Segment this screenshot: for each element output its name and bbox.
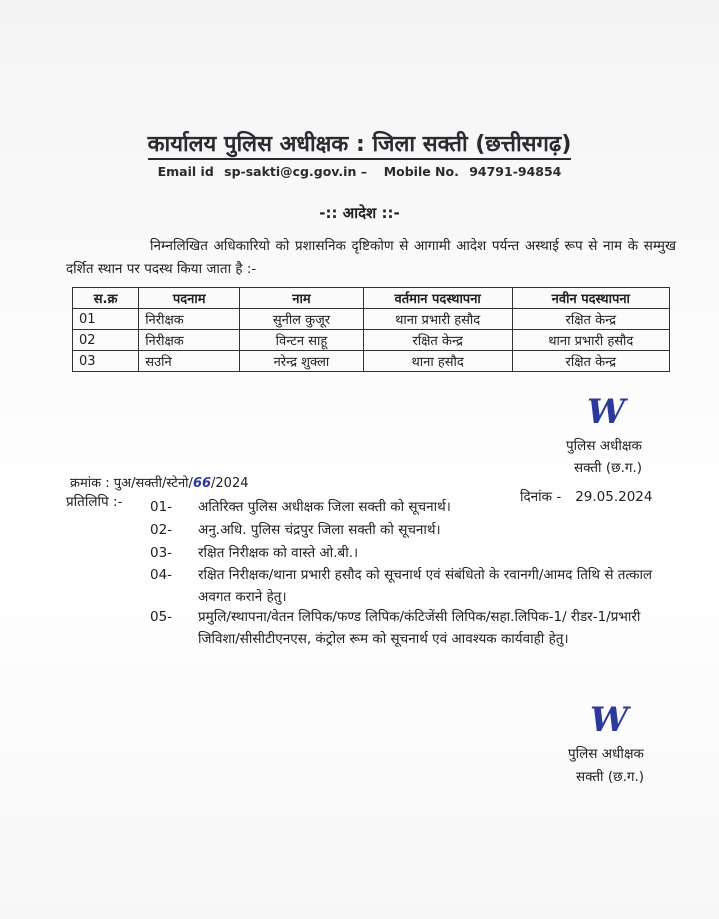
list-item: 03- रक्षित निरीक्षक को वास्ते ओ.बी.।	[150, 545, 359, 561]
email-label: Email id	[157, 164, 214, 179]
signature-mark: W	[587, 392, 626, 432]
table-row	[73, 330, 670, 351]
list-item: 02- अनु.अधि. पुलिस चंद्रपुर जिला सक्ती को सूचनार्थ।	[150, 522, 441, 538]
order-intro: निम्नलिखित अधिकारियो को प्रशासनिक दृष्टिकोण से आगामी आदेश पर्यन्त अस्थाई रूप से नाम के सम्मुख दर्शित स्थान पर पदस्थ किया जाता है :-	[66, 238, 676, 277]
signature-mark: W	[590, 700, 629, 740]
header-new-posting: नवीन पदस्थापना	[512, 288, 669, 309]
cell-sn: 03	[73, 351, 139, 372]
mobile-label: Mobile No.	[383, 164, 459, 179]
signatory-location: सक्ती (छ.ग.)	[576, 769, 645, 785]
contact-line	[0, 164, 719, 179]
signatory-location: सक्ती (छ.ग.)	[574, 460, 643, 476]
copies-label: प्रतिलिपि :-	[66, 494, 123, 510]
reference-number: क्रमांक : पुअ/सक्ती/स्टेनो/66/2024	[70, 476, 249, 491]
cell-name: विन्टन साहू	[240, 330, 364, 351]
date-label: दिनांक -	[520, 489, 562, 505]
mobile-number: 94791-94854	[469, 164, 562, 179]
list-item: 05- प्रमुलि/स्थापना/वेतन लिपिक/फण्ड लिपिक/कंटिजेंसी लिपिक/सहा.लिपिक-1/ रीडर-1/प्रभारी जिविशा/सीसीटीएनएस, कंट्रोल रूम को सूचनार्थ एवं आवश्यक कार्यवाही हेतु।	[150, 609, 641, 647]
cell-sn: 02	[73, 330, 139, 351]
header-current-posting: वर्तमान पदस्थापना	[363, 288, 512, 309]
email-address: sp-sakti@cg.gov.in –	[224, 164, 367, 179]
handwritten-ref-number: 66	[192, 476, 212, 491]
cell-post: निरीक्षक	[139, 330, 240, 351]
header-sn: स.क्र	[73, 288, 139, 309]
cell-new-posting: रक्षित केन्द्र	[512, 351, 669, 372]
cell-post: निरीक्षक	[139, 309, 240, 330]
office-title: कार्यालय पुलिस अधीक्षक : जिला सक्ती (छत्तीसगढ़)	[0, 128, 719, 158]
date-value: 29.05.2024	[575, 489, 653, 505]
table-row	[73, 351, 670, 372]
signatory-title: पुलिस अधीक्षक	[566, 438, 642, 454]
list-item: 01- अतिरिक्त पुलिस अधीक्षक जिला सक्ती को सूचनार्थ।	[150, 499, 451, 515]
cell-current-posting: थाना हसौद	[363, 351, 512, 372]
table-header-row	[73, 288, 670, 309]
cell-name: सुनील कुजूर	[240, 309, 364, 330]
cell-current-posting: रक्षित केन्द्र	[363, 330, 512, 351]
cell-current-posting: थाना प्रभारी हसौद	[363, 309, 512, 330]
cell-new-posting: थाना प्रभारी हसौद	[512, 330, 669, 351]
order-heading: -:: आदेश ::-	[319, 204, 400, 222]
cell-sn: 01	[73, 309, 139, 330]
list-item: 04- रक्षित निरीक्षक/थाना प्रभारी हसौद को सूचनार्थ एवं संबंधितो के रवानगी/आमद तिथि से तत्काल अवगत कराने हेतु।	[150, 567, 653, 605]
signatory-title: पुलिस अधीक्षक	[568, 746, 644, 762]
cell-name: नरेन्द्र शुक्ला	[240, 351, 364, 372]
cell-new-posting: रक्षित केन्द्र	[512, 309, 669, 330]
cell-post: सउनि	[139, 351, 240, 372]
posting-table	[72, 287, 670, 372]
table-row	[73, 309, 670, 330]
header-post: पदनाम	[139, 288, 240, 309]
header-name: नाम	[240, 288, 364, 309]
